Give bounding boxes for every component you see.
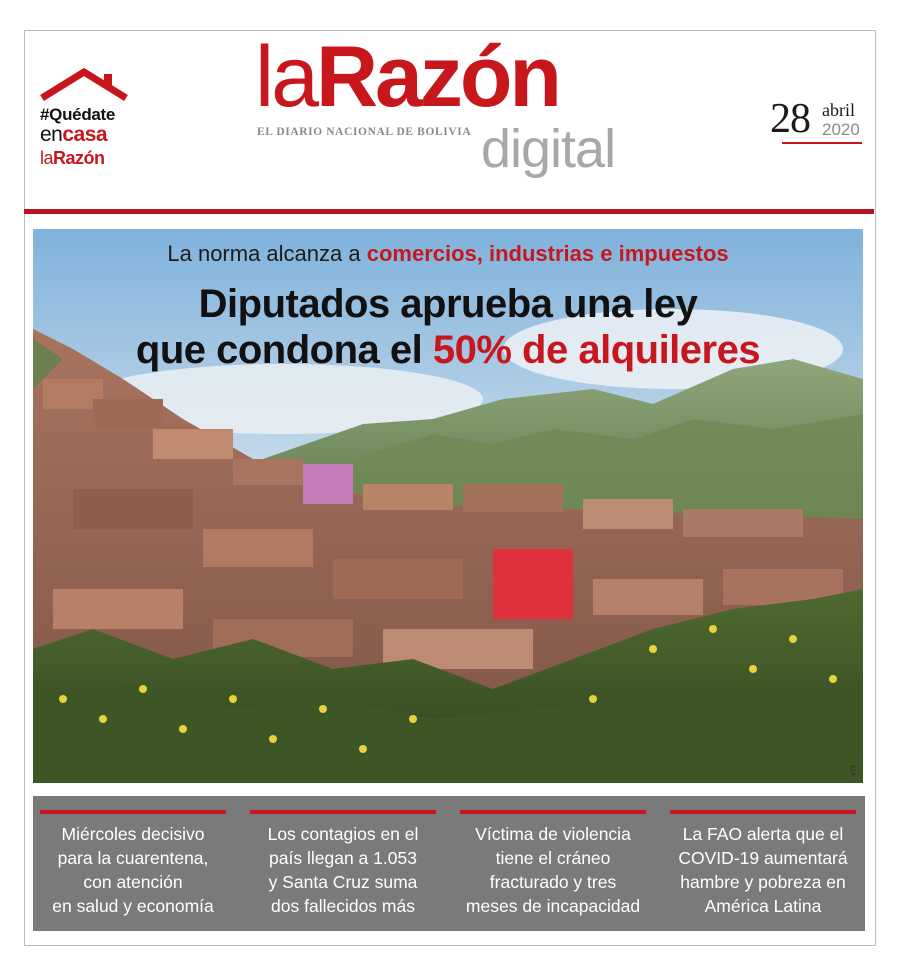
story-text: Los contagios en el país llegan a 1.053 y Santa Cruz suma dos fallecidos más	[267, 824, 419, 916]
story-teaser[interactable]	[460, 810, 646, 920]
masthead-tagline: EL DIARIO NACIONAL DE BOLIVIA	[257, 126, 472, 138]
lead-headline[interactable]: Diputados aprueba una ley que condona el 50% de alquileres	[135, 282, 761, 372]
secondary-stories-panel	[33, 796, 865, 931]
story-teaser[interactable]	[40, 810, 226, 920]
lead-kicker: La norma alcanza a comercios, industrias e impuestos	[167, 241, 729, 266]
date-month: abril	[822, 100, 855, 120]
photo-credit: MA	[848, 765, 857, 777]
story-accent-bar	[40, 810, 226, 814]
story-teaser[interactable]	[250, 810, 436, 920]
date-underline	[782, 142, 862, 144]
issue-date	[770, 98, 870, 148]
date-day: 28	[770, 96, 810, 142]
badge-en-casa: encasa	[40, 123, 108, 146]
badge-hashtag: #Quédate	[40, 105, 116, 124]
story-accent-bar	[670, 810, 856, 814]
story-text: Miércoles decisivo para la cuarentena, con atención en salud y economía	[52, 824, 214, 916]
story-accent-bar	[460, 810, 646, 814]
masthead	[255, 29, 655, 190]
lead-story-photo[interactable]	[33, 229, 863, 783]
story-accent-bar	[250, 810, 436, 814]
date-year: 2020	[822, 120, 860, 139]
quedate-en-casa-badge	[36, 68, 132, 172]
masthead-digital: digital	[481, 119, 616, 179]
story-text: Víctima de violencia tiene el cráneo fracturado y tres meses de incapacidad	[465, 824, 641, 916]
masthead-logo: laRazón	[255, 29, 559, 125]
badge-brand: laRazón	[40, 148, 105, 168]
header-divider	[24, 209, 874, 214]
house-roof-icon	[36, 68, 132, 104]
story-teaser[interactable]	[670, 810, 856, 920]
story-text: La FAO alerta que el COVID-19 aumentará hambre y pobreza en América Latina	[678, 824, 848, 916]
